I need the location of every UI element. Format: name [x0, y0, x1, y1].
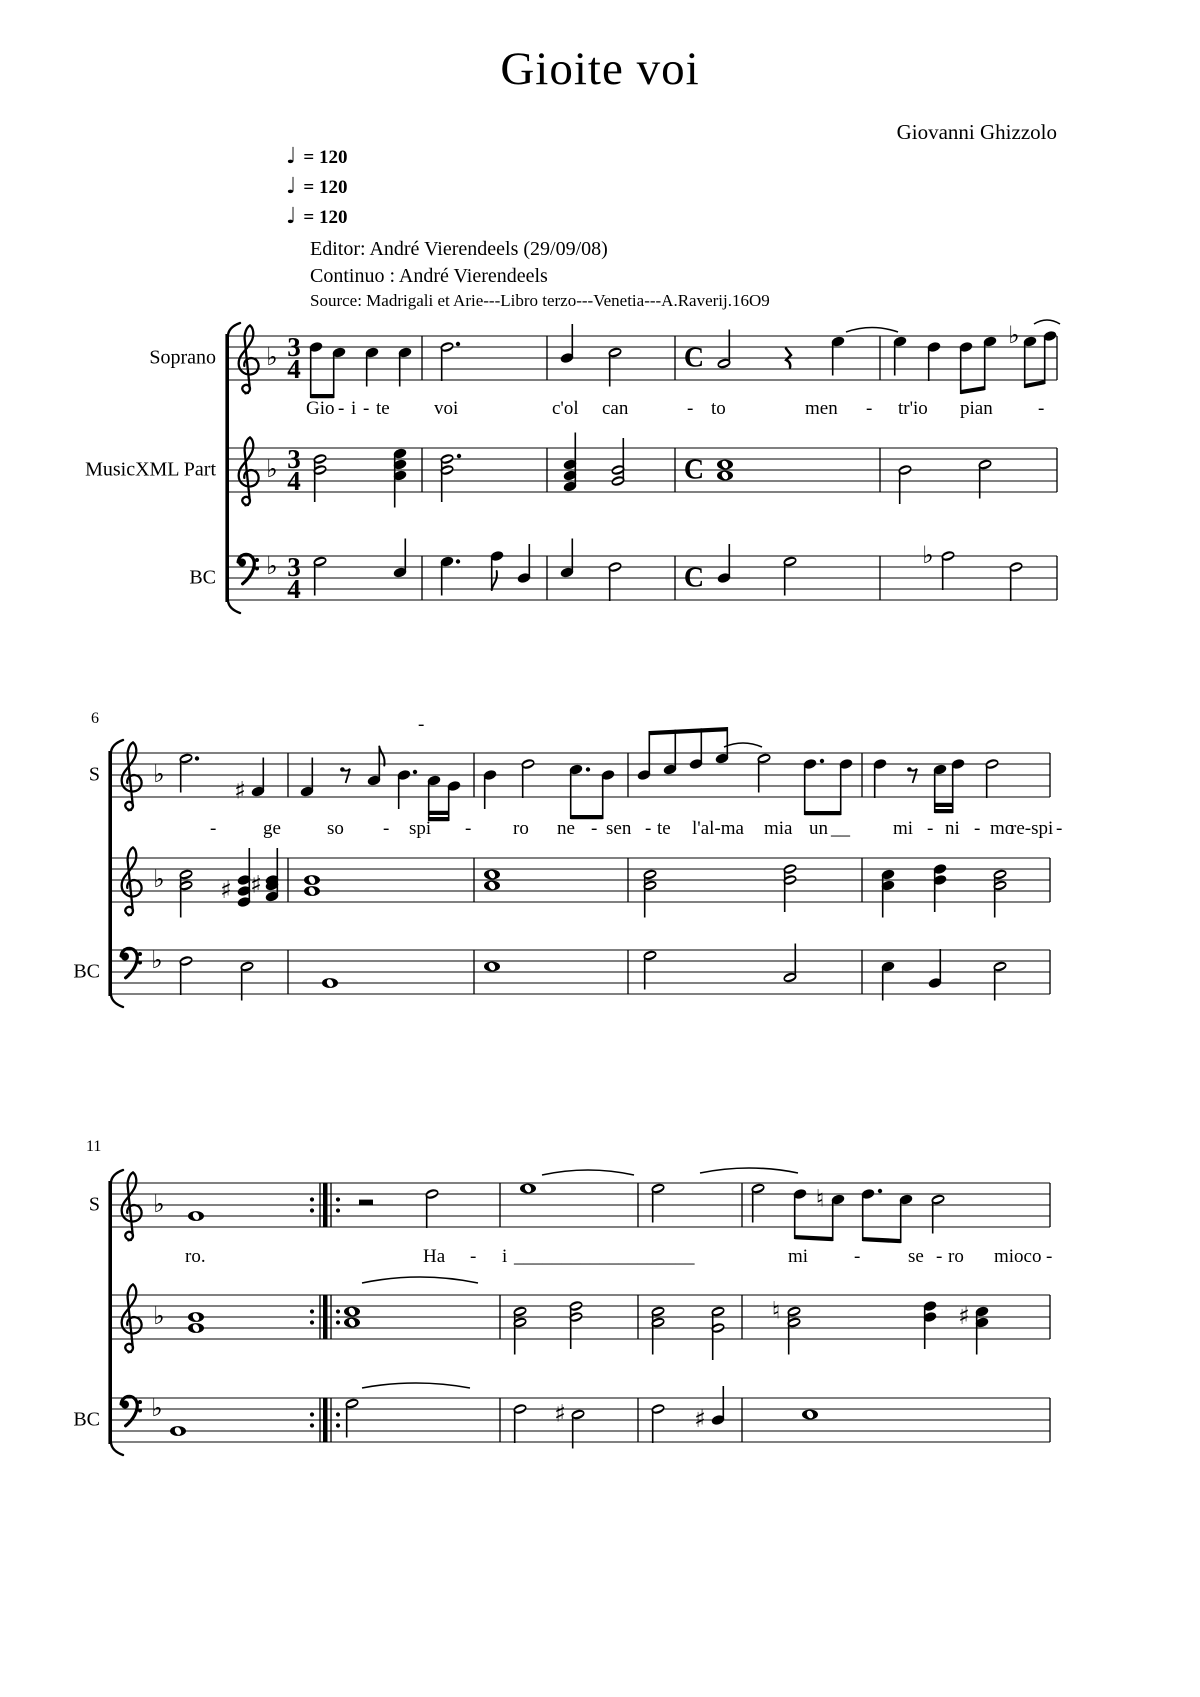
accidental	[153, 865, 164, 893]
note	[873, 758, 888, 798]
chord	[265, 848, 280, 903]
chord	[610, 438, 626, 487]
lyric-syllable: -	[1056, 818, 1063, 839]
staff	[110, 847, 1050, 917]
note	[490, 550, 505, 590]
note	[927, 341, 942, 381]
chord	[393, 447, 408, 507]
note	[188, 1211, 204, 1221]
tempo-text: = 120	[303, 207, 348, 228]
tie-slur	[362, 1383, 470, 1388]
page-title: Gioite voi	[500, 43, 700, 95]
time-signature	[287, 444, 301, 496]
note	[717, 544, 732, 584]
lyric-syllable: ro	[948, 1246, 964, 1267]
svg-text:♭: ♭	[151, 946, 163, 974]
lyric-syllable: to	[711, 398, 726, 419]
lyric-syllable: -	[687, 398, 694, 419]
chord	[188, 1312, 204, 1333]
lyric-syllable: voi	[434, 398, 459, 419]
svg-text:♭: ♭	[151, 1394, 163, 1422]
staff	[110, 1383, 1050, 1449]
system-bracket	[225, 323, 240, 613]
chord	[782, 863, 798, 912]
common-time-signature	[684, 455, 704, 486]
svg-text:♮: ♮	[771, 1296, 781, 1325]
tie-slur	[542, 1170, 634, 1175]
beam-group	[569, 763, 616, 819]
note	[517, 544, 532, 584]
beam-group	[803, 758, 854, 815]
augmentation-dot	[820, 759, 824, 763]
note	[170, 1426, 186, 1436]
accidental	[250, 871, 262, 899]
lyric-syllable: c'ol	[552, 398, 579, 419]
lyric-syllable: re-spi	[1010, 818, 1054, 839]
tie-slur	[362, 1277, 478, 1283]
note	[520, 758, 536, 798]
svg-text:♯: ♯	[958, 1302, 970, 1330]
accidental	[554, 1400, 566, 1428]
common-time-signature	[684, 343, 704, 374]
accidental	[266, 552, 277, 580]
svg-text:♯: ♯	[220, 876, 232, 904]
lyric-syllable: -	[591, 818, 598, 839]
lyric-syllable: -	[866, 398, 873, 419]
note	[711, 1386, 726, 1426]
chord	[881, 868, 896, 917]
part-label: S	[88, 763, 100, 786]
note	[897, 464, 913, 504]
note	[424, 1188, 440, 1228]
note	[484, 962, 500, 972]
accidental	[958, 1302, 970, 1330]
lyric-syllable: -	[974, 818, 981, 839]
accidental	[266, 455, 277, 483]
chord	[642, 868, 658, 917]
lyric-syllable: i	[351, 398, 357, 419]
svg-text:♮: ♮	[815, 1184, 825, 1213]
measure-number: 11	[86, 1138, 102, 1155]
lyric-syllable: -	[1046, 1246, 1053, 1267]
svg-text:♭: ♭	[266, 552, 278, 580]
clef-bass-icon	[238, 554, 259, 583]
lyric-syllable: ro.	[185, 1246, 206, 1267]
chord	[439, 453, 461, 502]
svg-text:♭: ♭	[922, 541, 934, 569]
lyric-syllable: sen	[606, 818, 632, 839]
svg-text:♭: ♭	[153, 760, 165, 788]
svg-text:4: 4	[287, 466, 301, 496]
note	[393, 539, 408, 579]
note	[322, 978, 338, 988]
accidental	[922, 541, 933, 569]
chord	[568, 1300, 584, 1349]
accidental	[153, 1190, 164, 1218]
accidental	[151, 946, 162, 974]
chord	[304, 875, 320, 896]
svg-text:♯: ♯	[554, 1399, 566, 1428]
svg-text:♭: ♭	[153, 1190, 165, 1218]
credit-continuo: Continuo : André Vierendeels	[310, 265, 548, 287]
beam-group	[959, 335, 998, 394]
chord	[992, 868, 1008, 917]
clef-bass-icon	[121, 948, 142, 977]
chord	[933, 863, 948, 912]
augmentation-dot	[586, 767, 590, 771]
quarter-note-icon: ♩	[286, 204, 297, 229]
svg-text:3: 3	[287, 444, 301, 474]
note	[560, 324, 575, 364]
svg-text:♯: ♯	[694, 1405, 706, 1433]
staff	[110, 1168, 1050, 1243]
accidental	[153, 1302, 164, 1330]
lyric-syllable: -	[645, 818, 652, 839]
note	[178, 955, 194, 995]
staff	[110, 944, 1050, 1001]
accidental	[772, 1297, 781, 1325]
svg-text:♭: ♭	[153, 1302, 165, 1330]
chord	[650, 1305, 666, 1354]
system-1-notation	[225, 320, 1060, 613]
lyric-syllable: -	[854, 1246, 861, 1267]
part-label: MusicXML Part	[85, 458, 216, 481]
tie-slur	[1034, 320, 1060, 324]
lyric-syllable: men	[805, 398, 838, 419]
svg-text:♭: ♭	[266, 343, 278, 371]
accidental	[234, 777, 246, 805]
note	[650, 1403, 666, 1443]
lyric-syllable: se	[908, 1246, 924, 1267]
accidental	[153, 760, 164, 788]
accidental	[151, 1394, 162, 1422]
chord	[178, 868, 194, 917]
svg-text:♭: ♭	[1008, 321, 1020, 349]
lyric-syllable: -	[936, 1246, 943, 1267]
note	[1008, 561, 1024, 601]
lyric-syllable: Gio	[306, 398, 335, 419]
lyric-syllable: -	[383, 818, 390, 839]
lyric-syllable: ___________________	[514, 1246, 695, 1267]
accidental	[220, 876, 232, 904]
chord	[710, 1305, 726, 1360]
lyric-syllable: Ha	[423, 1246, 446, 1267]
lyric-syllable: ni	[945, 818, 960, 839]
svg-text:C: C	[683, 562, 705, 594]
lyric-syllable: mo	[990, 818, 1015, 839]
lyric-syllable: -	[210, 818, 217, 839]
lyric-syllable: so	[327, 818, 344, 839]
measure-number: 6	[91, 710, 99, 727]
beam-group	[309, 341, 347, 398]
accidental	[694, 1405, 706, 1433]
augmentation-dot	[878, 1189, 882, 1193]
part-label: S	[88, 1193, 100, 1216]
note	[607, 561, 623, 601]
lyric-continuation-dash: -	[418, 714, 425, 735]
tempo-text: = 120	[303, 147, 348, 168]
staff	[110, 727, 1050, 821]
note	[520, 1184, 536, 1194]
svg-text:♭: ♭	[153, 865, 165, 893]
svg-text:C: C	[683, 454, 705, 486]
lyric-syllable: te	[657, 818, 671, 839]
accidental	[1008, 321, 1019, 349]
svg-text:4: 4	[287, 574, 301, 604]
common-time-signature	[684, 563, 704, 594]
lyric-syllable: l'al-ma	[692, 818, 744, 839]
note	[560, 539, 575, 579]
chord	[312, 453, 328, 502]
lyric-syllable: mioco	[994, 1246, 1042, 1267]
lyric-syllable: ro	[513, 818, 529, 839]
lyric-syllable: pian	[960, 398, 993, 419]
lyric-syllable: -	[363, 398, 370, 419]
clef-bass-icon	[121, 1396, 142, 1425]
tie-slur	[700, 1168, 798, 1173]
lyric-syllable: tr'io	[898, 398, 928, 419]
tempo-text: = 120	[303, 177, 348, 198]
composer: Giovanni Ghizzolo	[896, 120, 1057, 144]
svg-text:♭: ♭	[266, 455, 278, 483]
quarter-note-icon: ♩	[286, 174, 297, 199]
tie-slur	[846, 328, 898, 333]
svg-text:3: 3	[287, 552, 301, 582]
staff	[110, 1277, 1050, 1360]
chord	[975, 1305, 990, 1354]
credit-source: Source: Madrigali et Arie---Libro terzo---Venetia---A.Raverij.16O9	[310, 291, 770, 310]
tie-slur	[724, 743, 762, 747]
lyric-syllable: te	[376, 398, 390, 419]
chord	[923, 1300, 938, 1349]
lyric-syllable: mi	[893, 818, 914, 839]
lyric-syllable: mi	[788, 1246, 809, 1267]
lyric-syllable: ge	[263, 818, 281, 839]
accidental	[266, 343, 277, 371]
time-signature	[287, 552, 301, 604]
system-3-notation	[108, 1168, 1053, 1455]
chord	[563, 433, 578, 493]
part-label: BC	[73, 960, 100, 983]
lyric-syllable: i	[502, 1246, 508, 1267]
svg-text:C: C	[683, 342, 705, 374]
note	[928, 949, 943, 989]
lyric-syllable: un	[809, 818, 828, 839]
svg-text:♯: ♯	[250, 870, 262, 899]
staff	[227, 433, 1057, 508]
note	[483, 769, 498, 809]
beam-group	[427, 774, 462, 821]
part-label: Soprano	[149, 346, 216, 369]
note	[940, 550, 956, 590]
svg-text:4: 4	[287, 354, 301, 384]
part-label: BC	[189, 566, 216, 589]
staff	[227, 320, 1060, 398]
quarter-note-icon: ♩	[286, 144, 297, 169]
lyric-syllable: ne	[557, 818, 575, 839]
system-2-notation	[108, 727, 1050, 1007]
lyric-syllable: -	[927, 818, 934, 839]
lyric-syllable: -	[465, 818, 472, 839]
svg-text:3: 3	[287, 332, 301, 362]
note	[512, 1403, 528, 1443]
lyric-syllable: -	[470, 1246, 477, 1267]
note	[984, 758, 1000, 798]
part-label: BC	[73, 1408, 100, 1431]
lyric-syllable: spi	[409, 818, 432, 839]
lyric-syllable: -	[1038, 398, 1045, 419]
credit-editor: Editor: André Vierendeels (29/09/08)	[310, 238, 608, 260]
beam-group	[637, 727, 730, 781]
lyric-syllable: -	[338, 398, 345, 419]
svg-text:♯: ♯	[234, 776, 246, 805]
lyric-syllable: can	[602, 398, 629, 419]
time-signature	[287, 332, 301, 384]
lyric-syllable: mia	[764, 818, 793, 839]
note	[802, 1410, 818, 1420]
chord	[786, 1305, 802, 1354]
lyric-syllable: __	[831, 818, 850, 839]
accidental	[816, 1185, 825, 1213]
chord	[512, 1305, 528, 1354]
rest	[359, 1200, 373, 1205]
staff	[227, 539, 1057, 605]
